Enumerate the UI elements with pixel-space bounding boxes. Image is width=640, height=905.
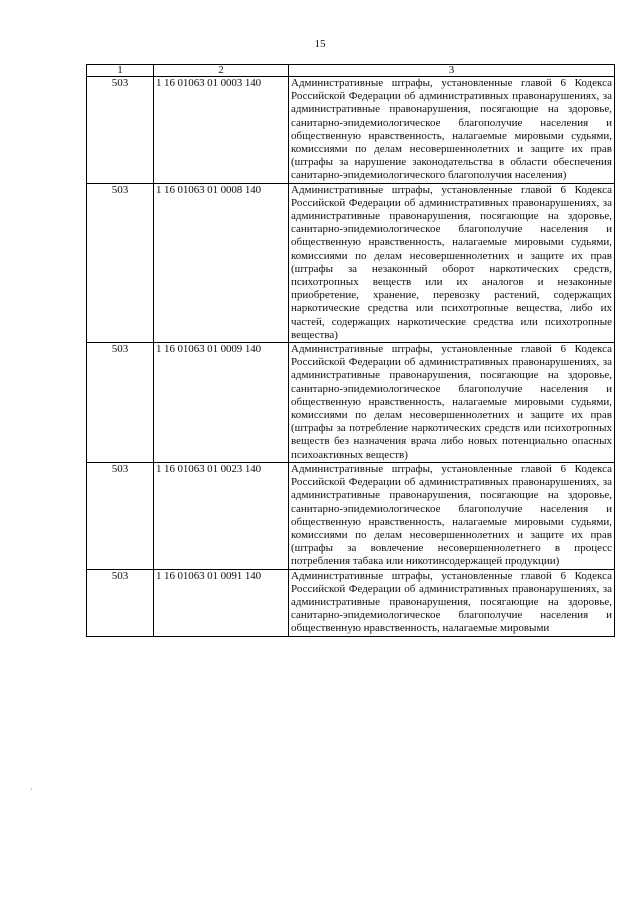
admin-code-cell: 503	[87, 569, 154, 636]
table-row	[87, 183, 615, 342]
admin-code-cell: 503	[87, 183, 154, 342]
description-cell: Административные штрафы, установленные главой 6 Кодекса Российской Федерации об административных правонарушениях, за административные правонарушения, посягающие на здоровье, санитарно-эпидемиологическое благополучие населения и общественную нравственность, налагаемые мировыми судьями, комиссиями по делам несовершеннолетних и защите их прав (штрафы за потребление наркотических средств или психотропных веществ без назначения врача либо новых потенциально опасных психоактивных веществ)	[289, 343, 615, 463]
budget-code-cell: 1 16 01063 01 0008 140	[154, 183, 289, 342]
table-row	[87, 77, 615, 184]
budget-code-cell: 1 16 01063 01 0003 140	[154, 77, 289, 184]
table-row	[87, 569, 615, 636]
description-cell: Административные штрафы, установленные главой 6 Кодекса Российской Федерации об административных правонарушениях, за административные правонарушения, посягающие на здоровье, санитарно-эпидемиологическое благополучие населения и общественную нравственность, налагаемые мировыми судьями, комиссиями по делам несовершеннолетних и защите их прав (штрафы за нарушение законодательства в области обеспечения санитарно-эпидемиологического благополучия населения)	[289, 77, 615, 184]
description-cell: Административные штрафы, установленные главой 6 Кодекса Российской Федерации об административных правонарушениях, за административные правонарушения, посягающие на здоровье, санитарно-эпидемиологическое благополучие населения и общественную нравственность, налагаемые мировыми судьями, комиссиями по делам несовершеннолетних и защите их прав (штрафы за незаконный оборот наркотических средств, психотропных веществ или их аналогов и незаконные приобретение, хранение, перевозку растений, содержащих наркотические средства или психотропные вещества, либо их частей, содержащих наркотические средства или психотропные вещества)	[289, 183, 615, 342]
column-header-1: 1	[87, 65, 154, 77]
column-header-2: 2	[154, 65, 289, 77]
admin-code-cell: 503	[87, 343, 154, 463]
budget-code-cell: 1 16 01063 01 0009 140	[154, 343, 289, 463]
table-row	[87, 343, 615, 463]
description-cell: Административные штрафы, установленные главой 6 Кодекса Российской Федерации об административных правонарушениях, за административные правонарушения, посягающие на здоровье, санитарно-эпидемиологическое благополучие населения и общественную нравственность, налагаемые мировыми	[289, 569, 615, 636]
description-cell: Административные штрафы, установленные главой 6 Кодекса Российской Федерации об административных правонарушениях, за административные правонарушения, посягающие на здоровье, санитарно-эпидемиологическое благополучие населения и общественную нравственность, налагаемые мировыми судьями, комиссиями по делам несовершеннолетних и защите их прав (штрафы за вовлечение несовершеннолетнего в процесс потребления табака или никотинсодержащей продукции)	[289, 462, 615, 569]
scan-speck: ·	[30, 785, 33, 794]
column-header-3: 3	[289, 65, 615, 77]
table-row	[87, 462, 615, 569]
page-number: 15	[314, 38, 326, 50]
budget-code-cell: 1 16 01063 01 0091 140	[154, 569, 289, 636]
budget-classification-table	[86, 64, 615, 637]
admin-code-cell: 503	[87, 462, 154, 569]
table-header-row	[87, 65, 615, 77]
admin-code-cell: 503	[87, 77, 154, 184]
budget-code-cell: 1 16 01063 01 0023 140	[154, 462, 289, 569]
